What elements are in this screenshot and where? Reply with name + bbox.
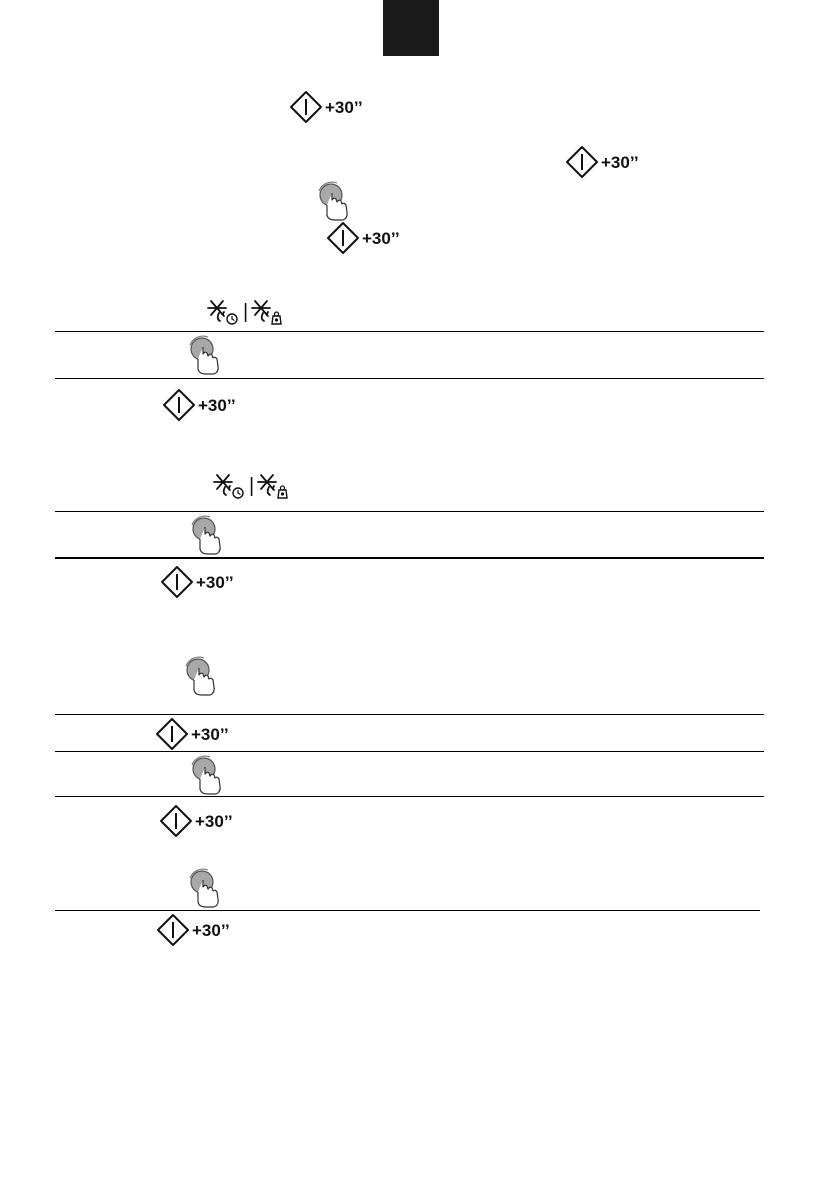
- defrost-by-time-icon: [211, 473, 247, 499]
- start-plus-30-label: +30’’: [195, 812, 233, 831]
- divider-line: [55, 714, 764, 715]
- rotary-knob-hand-icon: [313, 179, 353, 221]
- divider-line: [55, 378, 764, 379]
- page-section-tab: [383, 0, 439, 56]
- start-button-icon: [289, 90, 323, 124]
- start-button-icon: [565, 145, 599, 179]
- icon-separator: |: [249, 475, 255, 497]
- rotary-knob-hand-icon: [184, 333, 224, 375]
- start-button-icon: [326, 221, 360, 255]
- divider-line: [55, 910, 760, 911]
- start-button: [162, 388, 238, 422]
- start-button: [156, 913, 232, 947]
- start-plus-30-label: +30’’: [601, 153, 639, 172]
- start-plus-30-label: +30’’: [191, 725, 229, 744]
- start-button: [326, 221, 402, 255]
- start-plus-30-label: +30’’: [192, 921, 230, 940]
- defrost-by-weight-icon: [249, 299, 285, 325]
- start-plus-30-label: +30’’: [198, 396, 236, 415]
- rotary-knob-hand-icon: [180, 654, 220, 696]
- rotary-knob-hand-icon: [186, 753, 226, 795]
- start-button-icon: [155, 717, 189, 751]
- divider-line: [55, 511, 764, 512]
- start-button: [160, 565, 236, 599]
- start-button-icon: [159, 804, 193, 838]
- start-plus-30-label: +30’’: [325, 98, 363, 117]
- rotary-knob-hand-icon: [186, 513, 226, 555]
- start-button-icon: [162, 388, 196, 422]
- start-button: [565, 145, 641, 179]
- rotary-knob-hand-icon: [184, 866, 224, 908]
- start-plus-30-label: +30’’: [196, 573, 234, 592]
- start-plus-30-label: +30’’: [362, 229, 400, 248]
- divider-line: [55, 796, 764, 797]
- defrost-by-time-icon: [205, 299, 241, 325]
- icon-separator: |: [243, 301, 249, 323]
- start-button-icon: [160, 565, 194, 599]
- divider-line: [55, 557, 764, 559]
- start-button: [289, 90, 365, 124]
- start-button-icon: [156, 913, 190, 947]
- defrost-by-weight-icon: [255, 473, 291, 499]
- divider-line: [55, 331, 764, 332]
- start-button: [155, 717, 231, 751]
- start-button: [159, 804, 235, 838]
- divider-line: [55, 751, 764, 752]
